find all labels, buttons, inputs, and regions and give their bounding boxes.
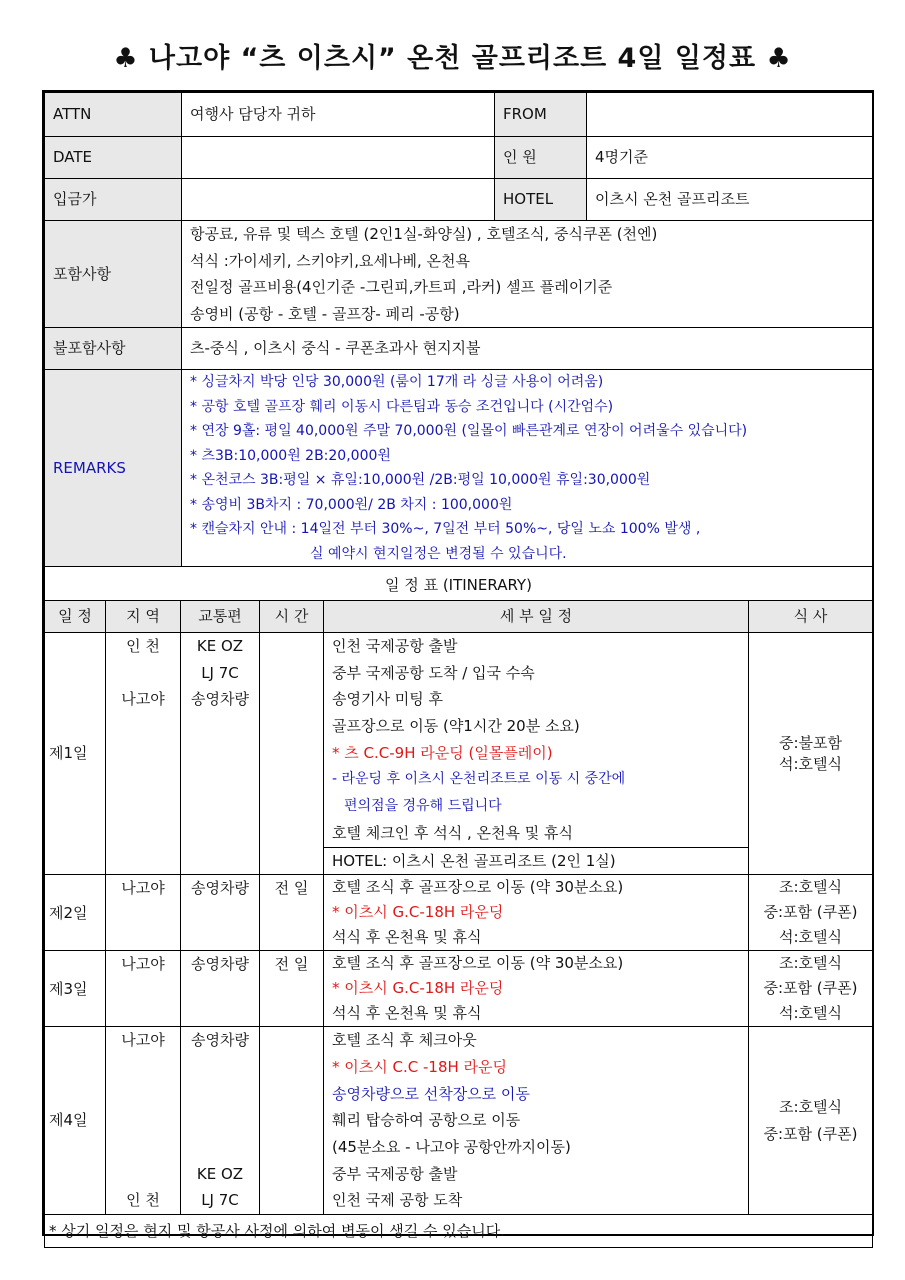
transport-line [187,1107,253,1134]
region-line: 나고야 [121,690,165,709]
details-cell [324,1027,749,1215]
remark-line: * 연장 9홀: 평일 40,000원 주말 70,000원 (일몰이 빠른관계로 연장이 어려울수 있습니다) [190,423,748,439]
detail-line: (45분소요 - 나고야 공항안까지이동) [332,1137,571,1156]
meal-line: 조:호텔식 [778,954,842,973]
time-cell [260,633,324,875]
included-label: 포함사항 [45,221,182,328]
included-line: 항공료, 유류 및 텍스 호텔 (2인1실-화양실) , 호텔조식, 중식쿠폰 (천엔) [190,225,658,243]
transport-line [187,1081,253,1108]
time-line: 전 일 [274,879,309,898]
pax-label: 인 원 [495,137,587,179]
details-cell [324,633,749,875]
day-label: 제4일 [45,1027,106,1215]
remark-line: * 캔슬차지 안내 : 14일전 부터 30%~, 7일전 부터 50%~, 당일 노쇼 100% 발생 , [190,521,701,537]
transport-line: KE OZ [196,1164,244,1183]
detail-line: 호텔 조식 후 체크아웃 [332,1031,477,1050]
excluded-row [45,328,873,370]
col-header-details: 세 부 일 정 [324,601,749,633]
meal-line: 석:호텔식 [778,754,842,773]
time-cell [260,1027,324,1215]
day-row-1 [45,633,873,875]
region-cell [106,1027,181,1215]
detail-line: 중부 국제공항 도착 / 입국 수속 [332,663,535,682]
day-label: 제3일 [45,951,106,1027]
hotel-label: HOTEL [495,179,587,221]
remark-line: * 싱글차지 박당 인당 30,000원 (룸이 17개 라 싱글 사용이 어려움) [190,374,604,390]
itinerary-header-row [45,601,873,633]
region-line [112,1107,174,1134]
region-cell [106,951,181,1027]
included-line: 전일정 골프비용(4인기준 -그린피,카트피 ,라커) 셀프 플레이기준 [190,278,613,296]
date-row [45,137,873,179]
transport-line [187,1134,253,1161]
day-label: 제1일 [45,633,106,875]
detail-line: 인천 국제 공항 도착 [332,1191,463,1210]
region-line: 나고야 [121,1031,165,1050]
col-header-meals: 식 사 [749,601,873,633]
day-row-2 [45,875,873,951]
detail-line: 인천 국제공항 출발 [332,637,458,655]
day-label: 제2일 [45,875,106,951]
remark-line: * 온천코스 3B:평일 × 휴일:10,000원 /2B:평일 10,000원 휴일:30,000원 [190,472,651,488]
region-cell [106,875,181,951]
col-header-region: 지 역 [106,601,181,633]
meals-cell [749,875,873,951]
remark-line: 실 예약시 현지일정은 변경될 수 있습니다. [310,545,567,562]
transport-line: LJ 7C [201,1191,239,1210]
detail-line: 석식 후 온천욕 및 휴식 [332,1004,482,1023]
footnote-row [45,1215,873,1248]
transport-line: 송영차량 [191,690,249,709]
remark-line: * 공항 호텔 골프장 훼리 이동시 다른팀과 동승 조건입니다 (시간엄수) [190,398,614,415]
meals-cell [749,633,873,875]
details-cell [324,951,749,1027]
time-cell [260,951,324,1027]
attn-value: 여행사 담당자 귀하 [182,93,495,137]
region-line [112,1054,174,1081]
excluded-label: 불포함사항 [45,328,182,370]
meal-line: 조:호텔식 [778,878,842,897]
col-header-time: 시 간 [260,601,324,633]
included-line: 석식 :가이세키, 스키야키,요세나베, 온천욕 [190,251,470,270]
info-table [44,92,873,605]
region-line [112,1081,174,1108]
meal-line: 석:호텔식 [778,928,842,947]
transport-line: KE OZ [196,637,244,655]
day-row-4 [45,1027,873,1215]
detail-line: 훼리 탑승하여 공항으로 이동 [332,1111,521,1130]
hotel-line: HOTEL: 이츠시 온천 골프리조트 (2인 1실) [324,847,748,875]
remark-line: * 츠3B:10,000원 2B:20,000원 [190,447,391,464]
detail-line: 석식 후 온천욕 및 휴식 [332,928,482,947]
detail-line: 중부 국제공항 출발 [332,1164,458,1183]
detail-line: 송영기사 미팅 후 [332,690,443,709]
meals-cell [749,1027,873,1215]
from-value [587,93,873,137]
meals-cell [749,951,873,1027]
meal-line: 조:호텔식 [778,1097,842,1116]
transport-line: LJ 7C [201,663,239,682]
meal-line: 중:불포함 [778,734,842,753]
from-label: FROM [495,93,587,137]
detail-line: - 라운딩 후 이츠시 온천리조트로 이동 시 중간에 [332,771,626,788]
attn-row [45,93,873,137]
detail-line: * 이츠시 G.C-18H 라운딩 [332,903,504,922]
remarks-row [45,370,873,567]
remark-line: * 송영비 3B차지 : 70,000원/ 2B 차지 : 100,000원 [190,496,513,513]
price-row [45,179,873,221]
transport-cell [181,1027,260,1215]
detail-line: * 츠 C.C-9H 라운딩 (일몰플레이) [332,743,553,762]
detail-line: 골프장으로 이동 (약1시간 20분 소요) [332,717,580,736]
excluded-value: 츠-중식 , 이츠시 중식 - 쿠폰초과사 현지지불 [182,328,873,370]
price-label: 입금가 [45,179,182,221]
itinerary-heading-row [45,567,873,605]
date-label: DATE [45,137,182,179]
meal-line: 중:포함 (쿠폰) [763,979,858,998]
detail-line: 호텔 조식 후 골프장으로 이동 (약 30분소요) [332,954,624,973]
time-cell [260,875,324,951]
footnote: * 상기 일정은 현지 및 항공사 사정에 의하여 변동이 생길 수 있습니다. [45,1215,873,1248]
included-line: 송영비 (공항 - 호텔 - 골프장- 페리 -공항) [190,304,460,323]
detail-line: 호텔 조식 후 골프장으로 이동 (약 30분소요) [332,878,624,897]
detail-line: 편의점을 경유해 드립니다 [344,798,502,815]
time-line: 전 일 [274,955,309,974]
remarks-list [182,370,873,567]
transport-cell [181,633,260,875]
transport-cell [181,875,260,951]
region-cell [106,633,181,875]
pax-value: 4명기준 [587,137,873,179]
region-line [112,660,174,687]
detail-line: * 이츠시 C.C -18H 라운딩 [332,1057,508,1076]
day-row-3 [45,951,873,1027]
details-cell [324,875,749,951]
date-value [182,137,495,179]
remarks-label: REMARKS [45,370,182,567]
itinerary-table [44,600,873,1248]
detail-line: * 이츠시 G.C-18H 라운딩 [332,979,504,998]
transport-cell [181,951,260,1027]
meal-line: 중:포함 (쿠폰) [763,903,858,922]
transport-line: 송영차량 [191,955,249,974]
included-list [182,221,873,328]
region-line [112,1161,174,1188]
region-line: 나고야 [121,879,165,898]
meal-line: 석:호텔식 [778,1004,842,1023]
transport-line [187,1054,253,1081]
transport-line: 송영차량 [191,1031,249,1050]
region-line: 나고야 [121,955,165,974]
attn-label: ATTN [45,93,182,137]
price-value [182,179,495,221]
col-header-transport: 교통편 [181,601,260,633]
transport-line: 송영차량 [191,879,249,898]
page-title: ♣ 나고야 “츠 이츠시” 온천 골프리조트 4일 일정표 ♣ [113,43,792,74]
region-line: 인 천 [126,1191,160,1210]
itinerary-heading: 일 정 표 (ITINERARY) [45,567,873,605]
detail-line: 송영차량으로 선착장으로 이동 [332,1084,530,1103]
meal-line: 중:포함 (쿠폰) [763,1124,858,1143]
included-row [45,221,873,328]
hotel-value: 이츠시 온천 골프리조트 [587,179,873,221]
region-line [112,1134,174,1161]
col-header-day: 일 정 [45,601,106,633]
detail-line: 호텔 체크인 후 석식 , 온천욕 및 휴식 [332,823,574,842]
region-line: 인 천 [126,637,160,655]
